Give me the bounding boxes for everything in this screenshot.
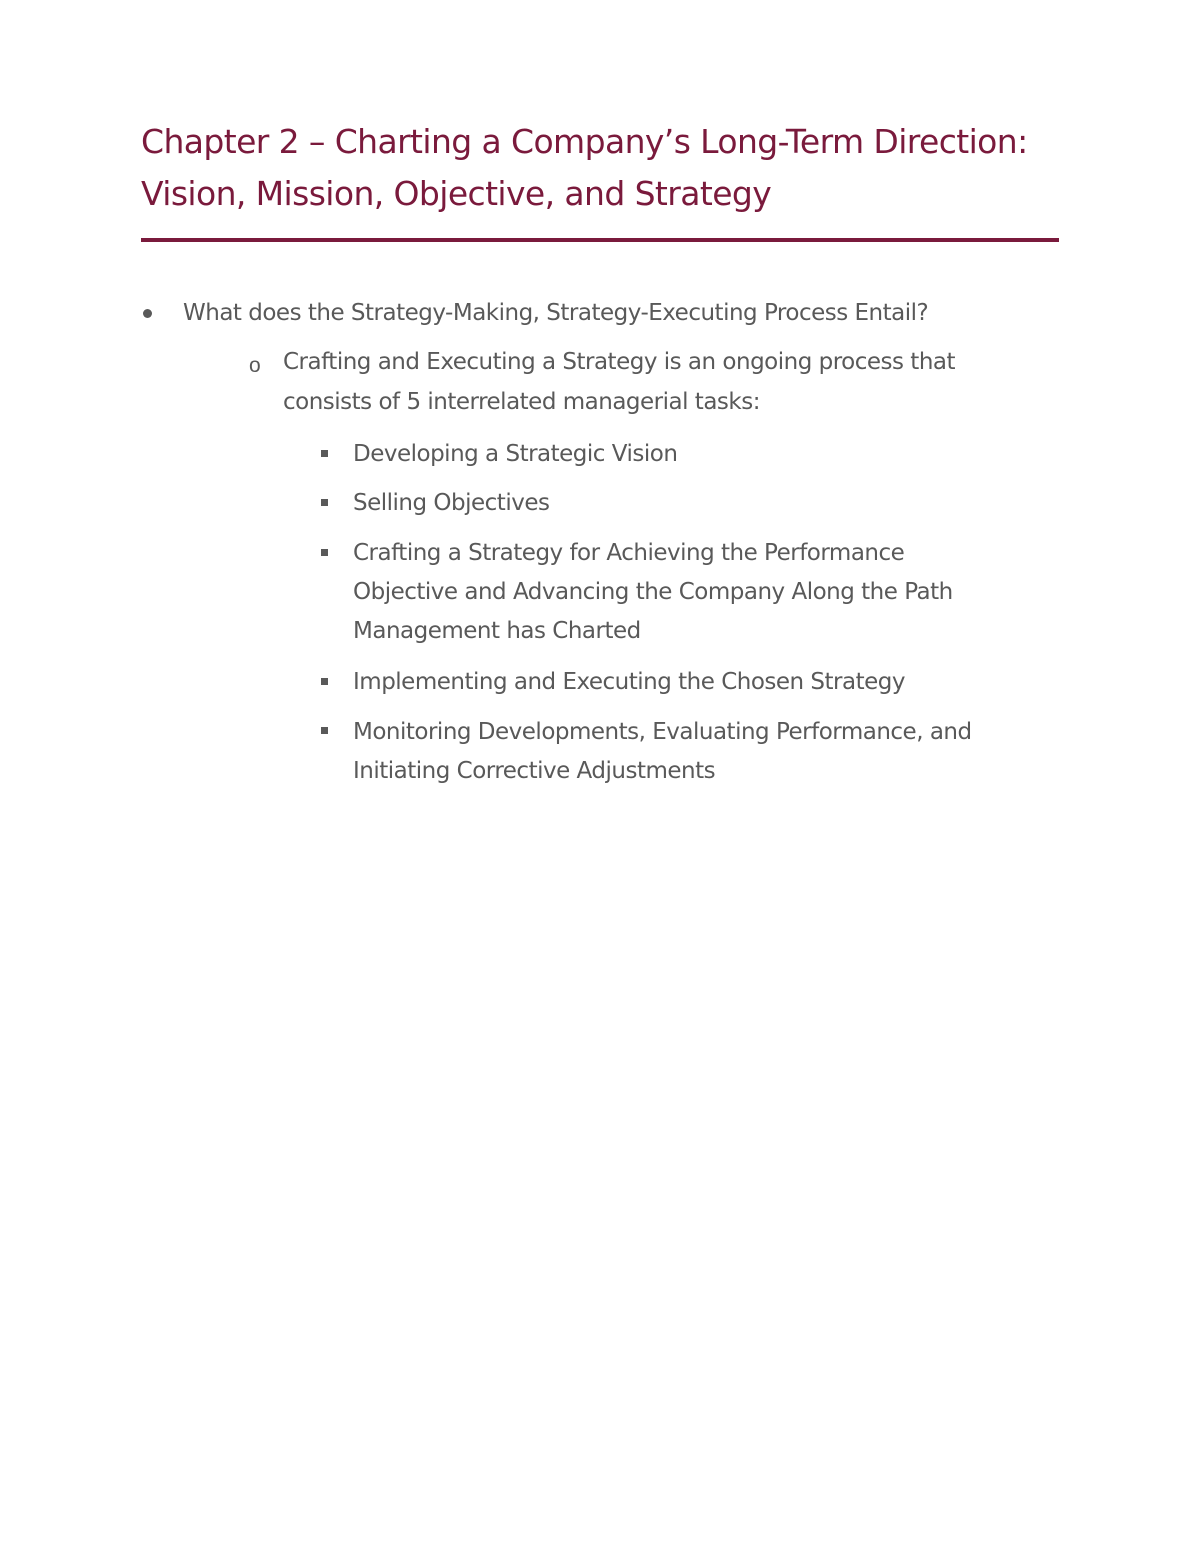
title-line-1: Chapter 2 – Charting a Company’s Long-Term Direction: [141,122,1028,161]
list-item-level1: What does the Strategy-Making, Strategy-Executing Process Entail? [183,300,929,326]
bullet-dot-icon [143,309,152,318]
bullet-square-icon [321,549,328,556]
title-underline [141,238,1059,242]
task-item-3-line1: Crafting a Strategy for Achieving the Performance [353,540,905,566]
page-title [141,116,1061,220]
task-item-5-line1: Monitoring Developments, Evaluating Performance, and [353,719,972,745]
bullet-square-icon [321,678,328,685]
task-item-5-line2: Initiating Corrective Adjustments [353,758,716,784]
title-line-2: Vision, Mission, Objective, and Strategy [141,174,772,213]
task-item-4: Implementing and Executing the Chosen Strategy [353,669,905,695]
bullet-square-icon [321,450,328,457]
list-item-level2-line2: consists of 5 interrelated managerial tasks: [283,389,760,415]
task-item-3-line2: Objective and Advancing the Company Along the Path [353,579,953,605]
task-item-2: Selling Objectives [353,490,550,516]
task-item-3-line3: Management has Charted [353,618,641,644]
bullet-circle-icon: o [249,354,261,377]
list-item-level2-line1: Crafting and Executing a Strategy is an ongoing process that [283,349,956,375]
bullet-square-icon [321,499,328,506]
bullet-square-icon [321,727,328,734]
task-item-1: Developing a Strategic Vision [353,441,678,467]
